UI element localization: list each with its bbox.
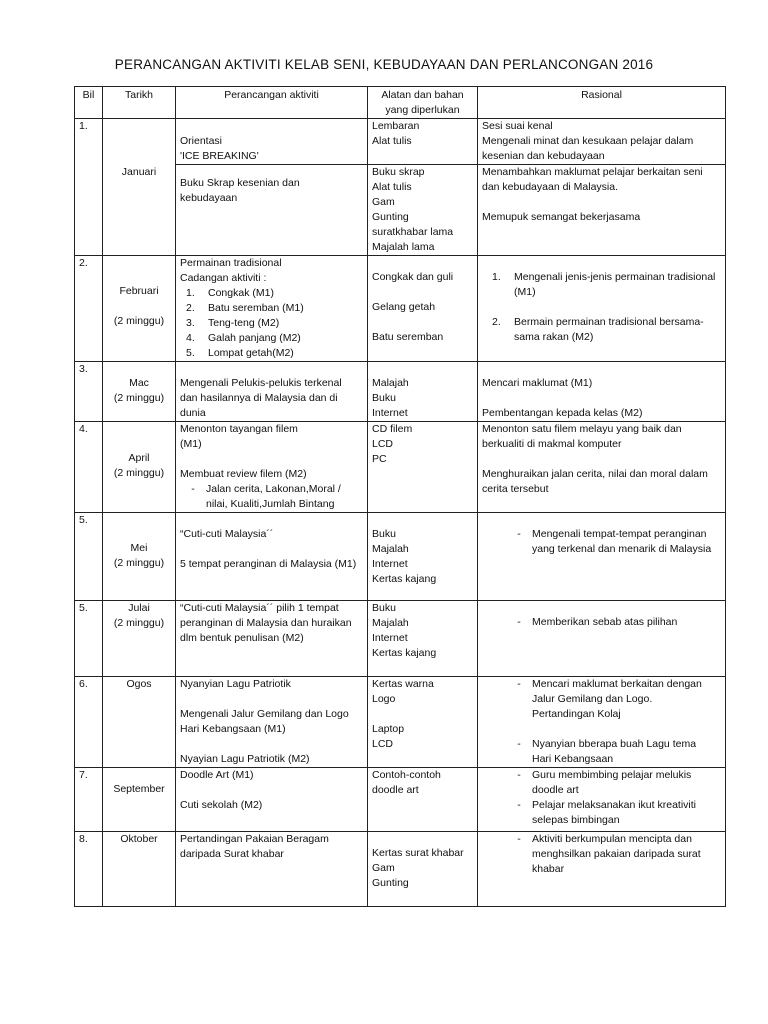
- table-row: [75, 832, 726, 907]
- text-line: Aktiviti berkumpulan mencipta dan: [532, 833, 692, 845]
- list-text: [206, 482, 341, 512]
- list-number: 1.: [186, 287, 195, 299]
- cell-bil: 2.: [75, 256, 103, 362]
- text-line: Menonton tayangan filem: [180, 423, 298, 435]
- cell-rasional: [478, 601, 726, 677]
- text-line: Buku: [372, 392, 396, 404]
- cell-tarikh: [103, 601, 176, 677]
- cell-bil: 5.: [75, 513, 103, 601]
- header-alatan-line: Alatan dan bahan: [381, 89, 464, 101]
- text-line: Bermain permainan tradisional bersama-: [514, 316, 704, 328]
- text-line: suratkhabar lama: [372, 226, 454, 238]
- text-line: dlm bentuk penulisan (M2): [180, 632, 304, 644]
- duration-label: (2 minggu): [113, 617, 165, 629]
- cell-tarikh: Ogos: [103, 677, 176, 768]
- text-line: Memupuk semangat bekerjasama: [482, 211, 641, 223]
- text-line: LCD: [372, 438, 394, 450]
- text-line: Internet: [372, 407, 408, 419]
- list-item: [482, 798, 721, 828]
- table-row: [75, 601, 726, 677]
- table-row: [75, 513, 726, 601]
- month-label: Februari: [119, 285, 159, 297]
- text-line: “Cuti-cuti Malaysia´´: [180, 528, 274, 540]
- text-line: Majalah lama: [372, 241, 435, 253]
- list-item: [180, 346, 363, 361]
- list-number: 2.: [186, 302, 195, 314]
- list-item: [482, 315, 721, 345]
- text-line: Nyanyian bberapa buah Lagu tema: [532, 738, 697, 750]
- text-line: berkualiti di makmal komputer: [482, 438, 622, 450]
- text-line: yang terkenal dan menarik di Malaysia: [532, 543, 712, 555]
- month-label: April: [128, 452, 150, 464]
- cell-rasional: [478, 119, 726, 165]
- cell-rasional: [478, 768, 726, 832]
- month-label: Julai: [128, 602, 150, 614]
- table-row: [75, 256, 726, 362]
- dash-bullet: -: [517, 738, 521, 750]
- text-line: Kertas surat khabar: [372, 847, 464, 859]
- cell-rasional: [478, 513, 726, 601]
- list-text: [514, 270, 715, 300]
- text-line: cerita tersebut: [482, 483, 549, 495]
- text-line: CD filem: [372, 423, 413, 435]
- cell-aktiviti: [176, 119, 368, 165]
- cell-aktiviti: [176, 601, 368, 677]
- text-line: Internet: [372, 632, 408, 644]
- text-line: Majalah: [372, 617, 409, 629]
- text-line: 'ICE BREAKING': [180, 150, 259, 162]
- list-item: [180, 301, 363, 316]
- cell-bil: 1.: [75, 119, 103, 256]
- text-line: Membuat review filem (M2): [180, 468, 307, 480]
- text-line: Doodle Art (M1): [180, 769, 254, 781]
- text-line: Buku Skrap kesenian dan: [180, 177, 300, 189]
- text-line: Pertandingan Pakaian Beragam: [180, 833, 329, 845]
- text-line: selepas bimbingan: [532, 814, 620, 826]
- cell-tarikh: [103, 119, 176, 256]
- list-text: Batu seremban (M1): [208, 302, 304, 314]
- text-line: khabar: [532, 863, 565, 875]
- cell-aktiviti: [176, 677, 368, 768]
- text-line: Permainan tradisional: [180, 257, 282, 269]
- list-item: [482, 737, 721, 767]
- text-line: Hari Kebangsaan (M1): [180, 723, 286, 735]
- text-line: Mengenali minat dan kesukaan pelajar dalam: [482, 135, 694, 147]
- text-line: Batu seremban: [372, 331, 444, 343]
- cell-tarikh: [103, 513, 176, 601]
- list-text: Teng-teng (M2): [208, 317, 280, 329]
- text-line: nilai, Kualiti,Jumlah Bintang: [206, 498, 335, 510]
- text-line: Orientasi: [180, 135, 223, 147]
- cell-alatan: [368, 422, 478, 513]
- cell-alatan: [368, 768, 478, 832]
- text-line: Kertas kajang: [372, 647, 437, 659]
- text-line: kesenian dan kebudayaan: [482, 150, 605, 162]
- cell-aktiviti: [176, 422, 368, 513]
- text-line: Mencari maklumat (M1): [482, 377, 593, 389]
- list-item: [180, 482, 363, 512]
- list-number: 1.: [492, 271, 501, 283]
- list-text: [532, 832, 701, 877]
- header-aktiviti: Perancangan aktiviti: [176, 87, 368, 119]
- cell-aktiviti: [176, 832, 368, 907]
- cell-alatan: [368, 119, 478, 165]
- text-line: PC: [372, 453, 387, 465]
- text-line: Internet: [372, 558, 408, 570]
- text-line: (M1): [514, 286, 536, 298]
- table-row: [75, 768, 726, 832]
- cell-alatan: [368, 165, 478, 256]
- cell-alatan: [368, 256, 478, 362]
- text-line: kebudayaan: [180, 192, 238, 204]
- cell-aktiviti: [176, 165, 368, 256]
- cell-rasional: [478, 362, 726, 422]
- dash-bullet: -: [517, 769, 521, 781]
- table-row: [75, 677, 726, 768]
- month-label: Mac: [129, 377, 149, 389]
- cell-rasional: [478, 832, 726, 907]
- list-text: Lompat getah(M2): [208, 347, 294, 359]
- text-line: Menambahkan maklumat pelajar berkaitan seni: [482, 166, 703, 178]
- text-line: LCD: [372, 738, 394, 750]
- text-line: Nyayian Lagu Patriotik (M2): [180, 753, 310, 765]
- text-line: Mengenali tempat-tempat peranginan: [532, 528, 707, 540]
- text-line: Pertandingan Kolaj: [532, 708, 621, 720]
- dash-bullet: -: [517, 616, 521, 628]
- text-line: Contoh-contoh: [372, 769, 441, 781]
- list-text: Congkak (M1): [208, 287, 274, 299]
- dash-bullet: -: [517, 528, 521, 540]
- dash-bullet: -: [517, 799, 521, 811]
- document-title: PERANCANGAN AKTIVITI KELAB SENI, KEBUDAYAAN DAN PERLANCONGAN 2016: [114, 57, 654, 72]
- list-text: [514, 315, 704, 345]
- cell-aktiviti: [176, 256, 368, 362]
- duration-label: (2 minggu): [113, 467, 165, 479]
- header-rasional: Rasional: [478, 87, 726, 119]
- list-item: [482, 615, 721, 630]
- text-line: dan hasilannya di Malaysia dan di: [180, 392, 338, 404]
- text-line: Buku: [372, 602, 396, 614]
- text-line: Nyanyian Lagu Patriotik: [180, 678, 291, 690]
- cell-rasional: [478, 165, 726, 256]
- duration-label: (2 minggu): [113, 392, 165, 404]
- list-text: [532, 737, 696, 767]
- text-line: Jalan cerita, Lakonan,Moral /: [206, 483, 341, 495]
- cell-bil: 7.: [75, 768, 103, 832]
- table-row: [75, 362, 726, 422]
- dash-bullet: -: [191, 483, 195, 495]
- text-line: Majalah: [372, 543, 409, 555]
- cell-alatan: [368, 601, 478, 677]
- list-number: 2.: [492, 316, 501, 328]
- text-line: doodle art: [372, 784, 419, 796]
- list-item: [180, 331, 363, 346]
- cell-alatan: [368, 362, 478, 422]
- cell-tarikh: [103, 362, 176, 422]
- activity-plan-table: [74, 86, 726, 907]
- text-line: Gelang getah: [372, 301, 436, 313]
- text-line: Guru membimbing pelajar melukis: [532, 769, 692, 781]
- text-line: dan kebudayaan di Malaysia.: [482, 181, 619, 193]
- dash-bullet: -: [517, 833, 521, 845]
- duration-label: (2 minggu): [113, 557, 165, 569]
- list-item: [482, 677, 721, 722]
- header-alatan: [368, 87, 478, 119]
- text-line: “Cuti-cuti Malaysia´´ pilih 1 tempat: [180, 602, 339, 614]
- text-line: Mengenali jenis-jenis permainan tradisional: [514, 271, 716, 283]
- text-line: daripada Surat khabar: [180, 848, 284, 860]
- text-line: Congkak dan guli: [372, 271, 454, 283]
- text-line: Mengenali Pelukis-pelukis terkenal: [180, 377, 342, 389]
- text-line: Jalur Gemilang dan Logo.: [532, 693, 653, 705]
- month-label: Januari: [121, 165, 157, 178]
- cell-rasional: [478, 677, 726, 768]
- text-line: Cuti sekolah (M2): [180, 799, 263, 811]
- list-item: [482, 270, 721, 300]
- list-number: 4.: [186, 332, 195, 344]
- text-line: Mengenali Jalur Gemilang dan Logo: [180, 708, 349, 720]
- cell-tarikh: Oktober: [103, 832, 176, 907]
- list-number: 5.: [186, 347, 195, 359]
- header-bil: Bil: [75, 87, 103, 119]
- dash-bullet: -: [517, 678, 521, 690]
- list-text: Memberikan sebab atas pilihan: [532, 616, 678, 628]
- list-item: [482, 527, 721, 557]
- text-line: Gam: [372, 196, 395, 208]
- list-text: Galah panjang (M2): [208, 332, 301, 344]
- cell-alatan: [368, 513, 478, 601]
- cell-rasional: [478, 422, 726, 513]
- text-line: Malajah: [372, 377, 409, 389]
- cell-tarikh: September: [103, 768, 176, 832]
- month-label: Mei: [130, 542, 148, 554]
- text-line: Lembaran: [372, 120, 420, 132]
- cell-aktiviti: [176, 513, 368, 601]
- header-alatan-line: yang diperlukan: [385, 104, 460, 116]
- cell-bil: 8.: [75, 832, 103, 907]
- text-line: Buku skrap: [372, 166, 425, 178]
- list-text: [532, 677, 702, 722]
- cell-bil: 5.: [75, 601, 103, 677]
- text-line: Alat tulis: [372, 181, 412, 193]
- text-line: Cadangan aktiviti :: [180, 272, 267, 284]
- text-line: dunia: [180, 407, 206, 419]
- list-number: 3.: [186, 317, 195, 329]
- list-item: [180, 286, 363, 301]
- text-line: Gam: [372, 862, 395, 874]
- duration-label: (2 minggu): [113, 315, 165, 327]
- text-line: Pelajar melaksanakan ikut kreativiti: [532, 799, 696, 811]
- text-line: Laptop: [372, 723, 405, 735]
- cell-tarikh: [103, 422, 176, 513]
- list-item: [482, 768, 721, 798]
- cell-rasional: [478, 256, 726, 362]
- text-line: Gunting: [372, 877, 409, 889]
- text-line: Logo: [372, 693, 396, 705]
- header-tarikh: Tarikh: [103, 87, 176, 119]
- text-line: Pembentangan kepada kelas (M2): [482, 407, 643, 419]
- text-line: sama rakan (M2): [514, 331, 594, 343]
- text-line: (M1): [180, 438, 202, 450]
- list-text: [532, 768, 691, 798]
- text-line: 5 tempat peranginan di Malaysia (M1): [180, 558, 357, 570]
- text-line: Kertas kajang: [372, 573, 437, 585]
- text-line: Kertas warna: [372, 678, 434, 690]
- text-line: Hari Kebangsaan: [532, 753, 614, 765]
- text-line: menghsilkan pakaian daripada surat: [532, 848, 701, 860]
- cell-alatan: [368, 677, 478, 768]
- text-line: Sesi suai kenal: [482, 120, 553, 132]
- text-line: peranginan di Malaysia dan huraikan: [180, 617, 352, 629]
- cell-tarikh: [103, 256, 176, 362]
- header-row: [75, 87, 726, 119]
- cell-alatan: [368, 832, 478, 907]
- cell-bil: 6.: [75, 677, 103, 768]
- text-line: Menghuraikan jalan cerita, nilai dan moral dalam: [482, 468, 708, 480]
- text-line: doodle art: [532, 784, 579, 796]
- cell-aktiviti: [176, 768, 368, 832]
- cell-aktiviti: [176, 362, 368, 422]
- cell-bil: 4.: [75, 422, 103, 513]
- table-row: [75, 422, 726, 513]
- cell-bil: 3.: [75, 362, 103, 422]
- text-line: Alat tulis: [372, 135, 412, 147]
- text-line: Mencari maklumat berkaitan dengan: [532, 678, 702, 690]
- list-text: [532, 798, 696, 828]
- text-line: Gunting: [372, 211, 409, 223]
- text-line: Buku: [372, 528, 396, 540]
- list-text: [532, 527, 711, 557]
- table-row: [75, 119, 726, 165]
- text-line: Menonton satu filem melayu yang baik dan: [482, 423, 682, 435]
- list-item: [482, 832, 721, 877]
- list-item: [180, 316, 363, 331]
